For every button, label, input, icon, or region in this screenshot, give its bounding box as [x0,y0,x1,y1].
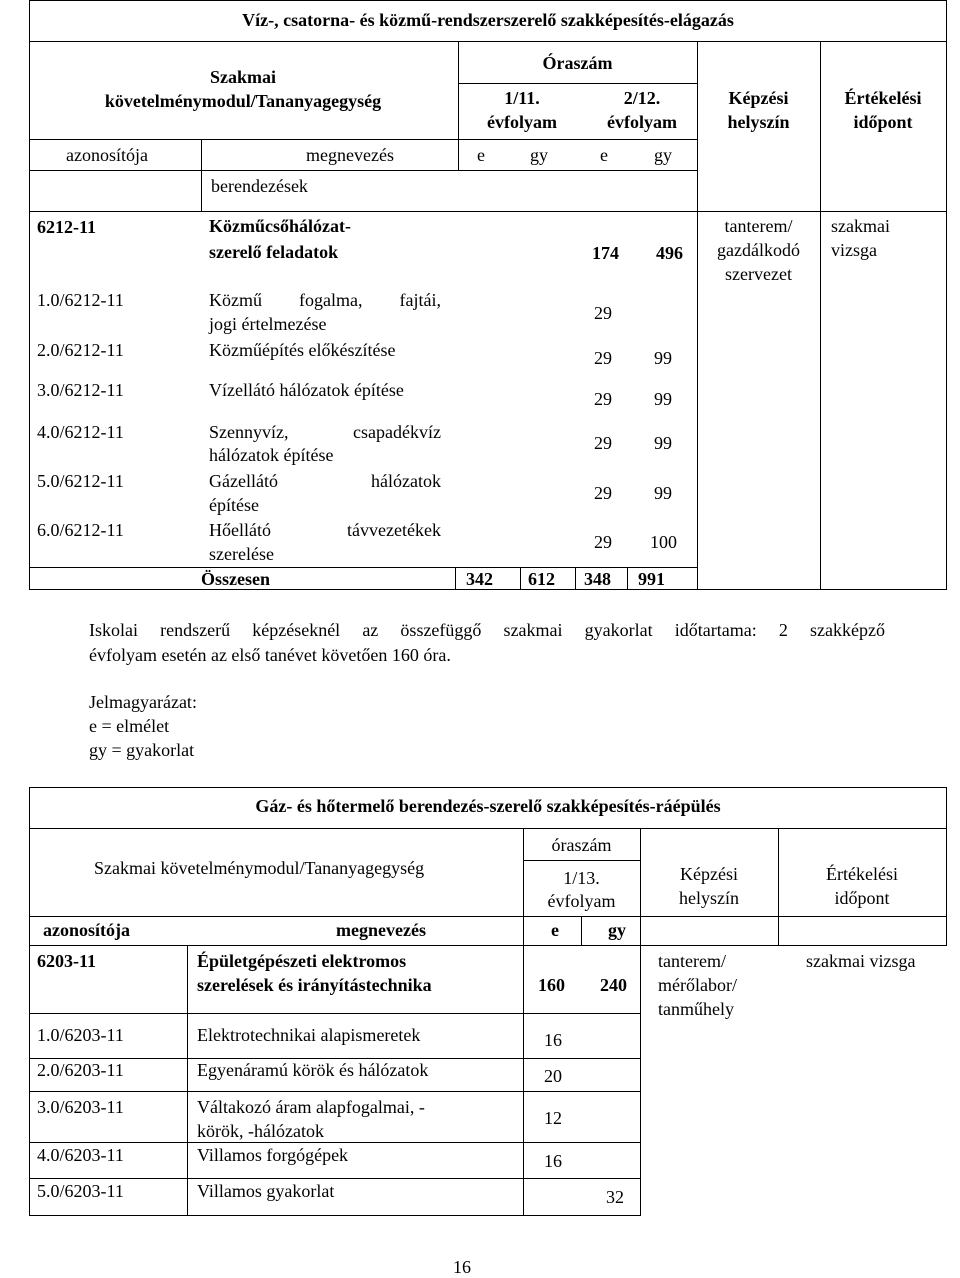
main-row-helyszin-line1: tanterem/ [724,216,793,236]
row-id: 2.0/6212-11 [37,340,124,360]
main-row-helyszin-line3: szervezet [725,264,792,284]
main-row-ertekeles: szakmai vizsga [806,951,916,971]
main-row-e2: 174 [592,243,619,263]
row-name-line1: Vízellátó hálózatok építése [209,380,404,400]
row-gy2: 99 [654,389,672,409]
row-id: 1.0/6203-11 [37,1025,124,1045]
main-row-name-line2: szerelések és irányítástechnika [197,975,432,995]
gy2-header: gy [654,145,672,165]
row-e2: 29 [594,303,612,323]
main-row-gy2: 496 [656,243,683,263]
row-gy2: 100 [650,532,677,552]
row-e2: 29 [594,483,612,503]
helyszin-header: helyszín [679,888,739,908]
legend-gy: gy = gyakorlat [89,740,195,760]
main-row-ertekeles-line1: szakmai [831,216,890,236]
row-name-line2: szerelése [209,544,274,564]
main-row-ertekeles-line2: vizsga [831,240,877,260]
modul-header-line2: követelménymodul/Tananyagegység [104,91,382,111]
row-name-line1: Váltakozó áram alapfogalmai, - [197,1097,425,1117]
berendezesek-header: berendezések [211,176,308,196]
row-e2: 29 [594,532,612,552]
azonositoja-header: azonosítója [43,920,130,940]
e1-header: e [477,145,485,165]
row-name-line2: hálózatok építése [209,445,334,465]
row-name-line1: Gázellátó hálózatok [209,471,441,491]
main-row-helyszin-line1: tanterem/ [658,951,726,971]
year12-header: 2/12. [623,88,661,108]
main-row-id: 6203-11 [37,951,97,971]
row-name-line1: Közműépítés előkészítése [209,340,396,360]
row-id: 3.0/6212-11 [37,380,124,400]
row-e: 16 [544,1151,562,1171]
total-gy2: 991 [638,569,665,589]
ertekelesi-header: Értékelési [826,864,898,884]
row-id: 1.0/6212-11 [37,290,124,310]
row-name-line2: jogi értelmezése [209,314,327,334]
row-id: 2.0/6203-11 [37,1060,124,1080]
row-name-line2: építése [209,495,259,515]
main-row-gy: 240 [600,975,627,995]
row-name-line2: körök, -hálózatok [197,1121,324,1141]
gy-header: gy [608,920,626,940]
total-gy1: 612 [528,569,555,589]
row-id: 6.0/6212-11 [37,520,124,540]
row-e2: 29 [594,433,612,453]
row-name-line1: Villamos forgógépek [197,1145,349,1165]
row-name-line1: Hőellátó távvezetékek [209,520,441,540]
legend-e: e = elmélet [89,716,170,736]
year12-header-b: évfolyam [607,112,677,132]
gyakorlat-paragraph-line1: Iskolai rendszerű képzéseknél az összefüggő szakmai gyakorlat időtartama: 2 szakképző [89,620,885,640]
row-id: 4.0/6212-11 [37,422,124,442]
row-id: 4.0/6203-11 [37,1145,124,1165]
modul-header: Szakmai követelménymodul/Tananyagegység [94,858,425,878]
modul-header-line1: Szakmai [209,67,276,87]
e2-header: e [600,145,608,165]
row-e: 16 [544,1030,562,1050]
row-name-line1: Elektrotechnikai alapismeretek [197,1025,421,1045]
azonositoja-header: azonosítója [66,145,148,165]
idopont-header: időpont [853,112,913,132]
table1-title: Víz-, csatorna- és közmű-rendszerszerelő szakképesítés-elágazás [242,10,734,30]
kepzesi-header: Képzési [728,88,789,108]
row-e2: 29 [594,348,612,368]
oraszam-header: Óraszám [542,53,613,73]
main-row-name-line2: szerelő feladatok [209,242,339,262]
year11-header: 1/11. [504,88,540,108]
year13-header-b: évfolyam [547,891,616,911]
row-e2: 29 [594,389,612,409]
row-e: 20 [544,1066,562,1086]
kepzesi-header: Képzési [680,864,738,884]
legend-title: Jelmagyarázat: [89,692,197,712]
main-row-e: 160 [538,975,565,995]
main-row-helyszin-line2: gazdálkodó [717,240,800,260]
gy1-header: gy [530,145,548,165]
year11-header-b: évfolyam [487,112,557,132]
oraszam-header: óraszám [551,835,612,855]
total-e2: 348 [584,569,611,589]
e-header: e [551,920,559,940]
row-id: 5.0/6203-11 [37,1181,124,1201]
row-id: 5.0/6212-11 [37,471,124,491]
gyakorlat-paragraph-line2: évfolyam esetén az első tanévet követően 160 óra. [89,645,451,665]
row-name-line1: Villamos gyakorlat [197,1181,335,1201]
ertekelesi-header: Értékelési [844,88,922,108]
year13-header: 1/13. [563,868,600,888]
row-gy2: 99 [654,483,672,503]
main-row-id: 6212-11 [37,217,97,237]
main-row-name-line1: Közműcsőhálózat- [209,216,351,236]
total-label: Összesen [201,569,270,589]
row-name-line1: Közmű fogalma, fajtái, [209,290,441,310]
helyszin-header: helyszín [727,112,790,132]
row-e: 12 [544,1108,562,1128]
row-id: 3.0/6203-11 [37,1097,124,1117]
row-gy: 32 [606,1187,624,1207]
row-name-line1: Szennyvíz, csapadékvíz [209,422,441,442]
idopont-header: időpont [834,888,890,908]
row-name-line1: Egyenáramú körök és hálózatok [197,1060,429,1080]
total-e1: 342 [466,569,493,589]
main-row-helyszin-line3: tanműhely [658,999,734,1019]
row-gy2: 99 [654,433,672,453]
table2-title: Gáz- és hőtermelő berendezés-szerelő szakképesítés-ráépülés [255,796,721,816]
row-gy2: 99 [654,348,672,368]
main-row-name-line1: Épületgépészeti elektromos [197,951,407,971]
megnevezes-header: megnevezés [336,920,426,940]
main-row-helyszin-line2: mérőlabor/ [658,975,737,995]
megnevezes-header: megnevezés [306,145,394,165]
page-number: 16 [453,1257,471,1277]
